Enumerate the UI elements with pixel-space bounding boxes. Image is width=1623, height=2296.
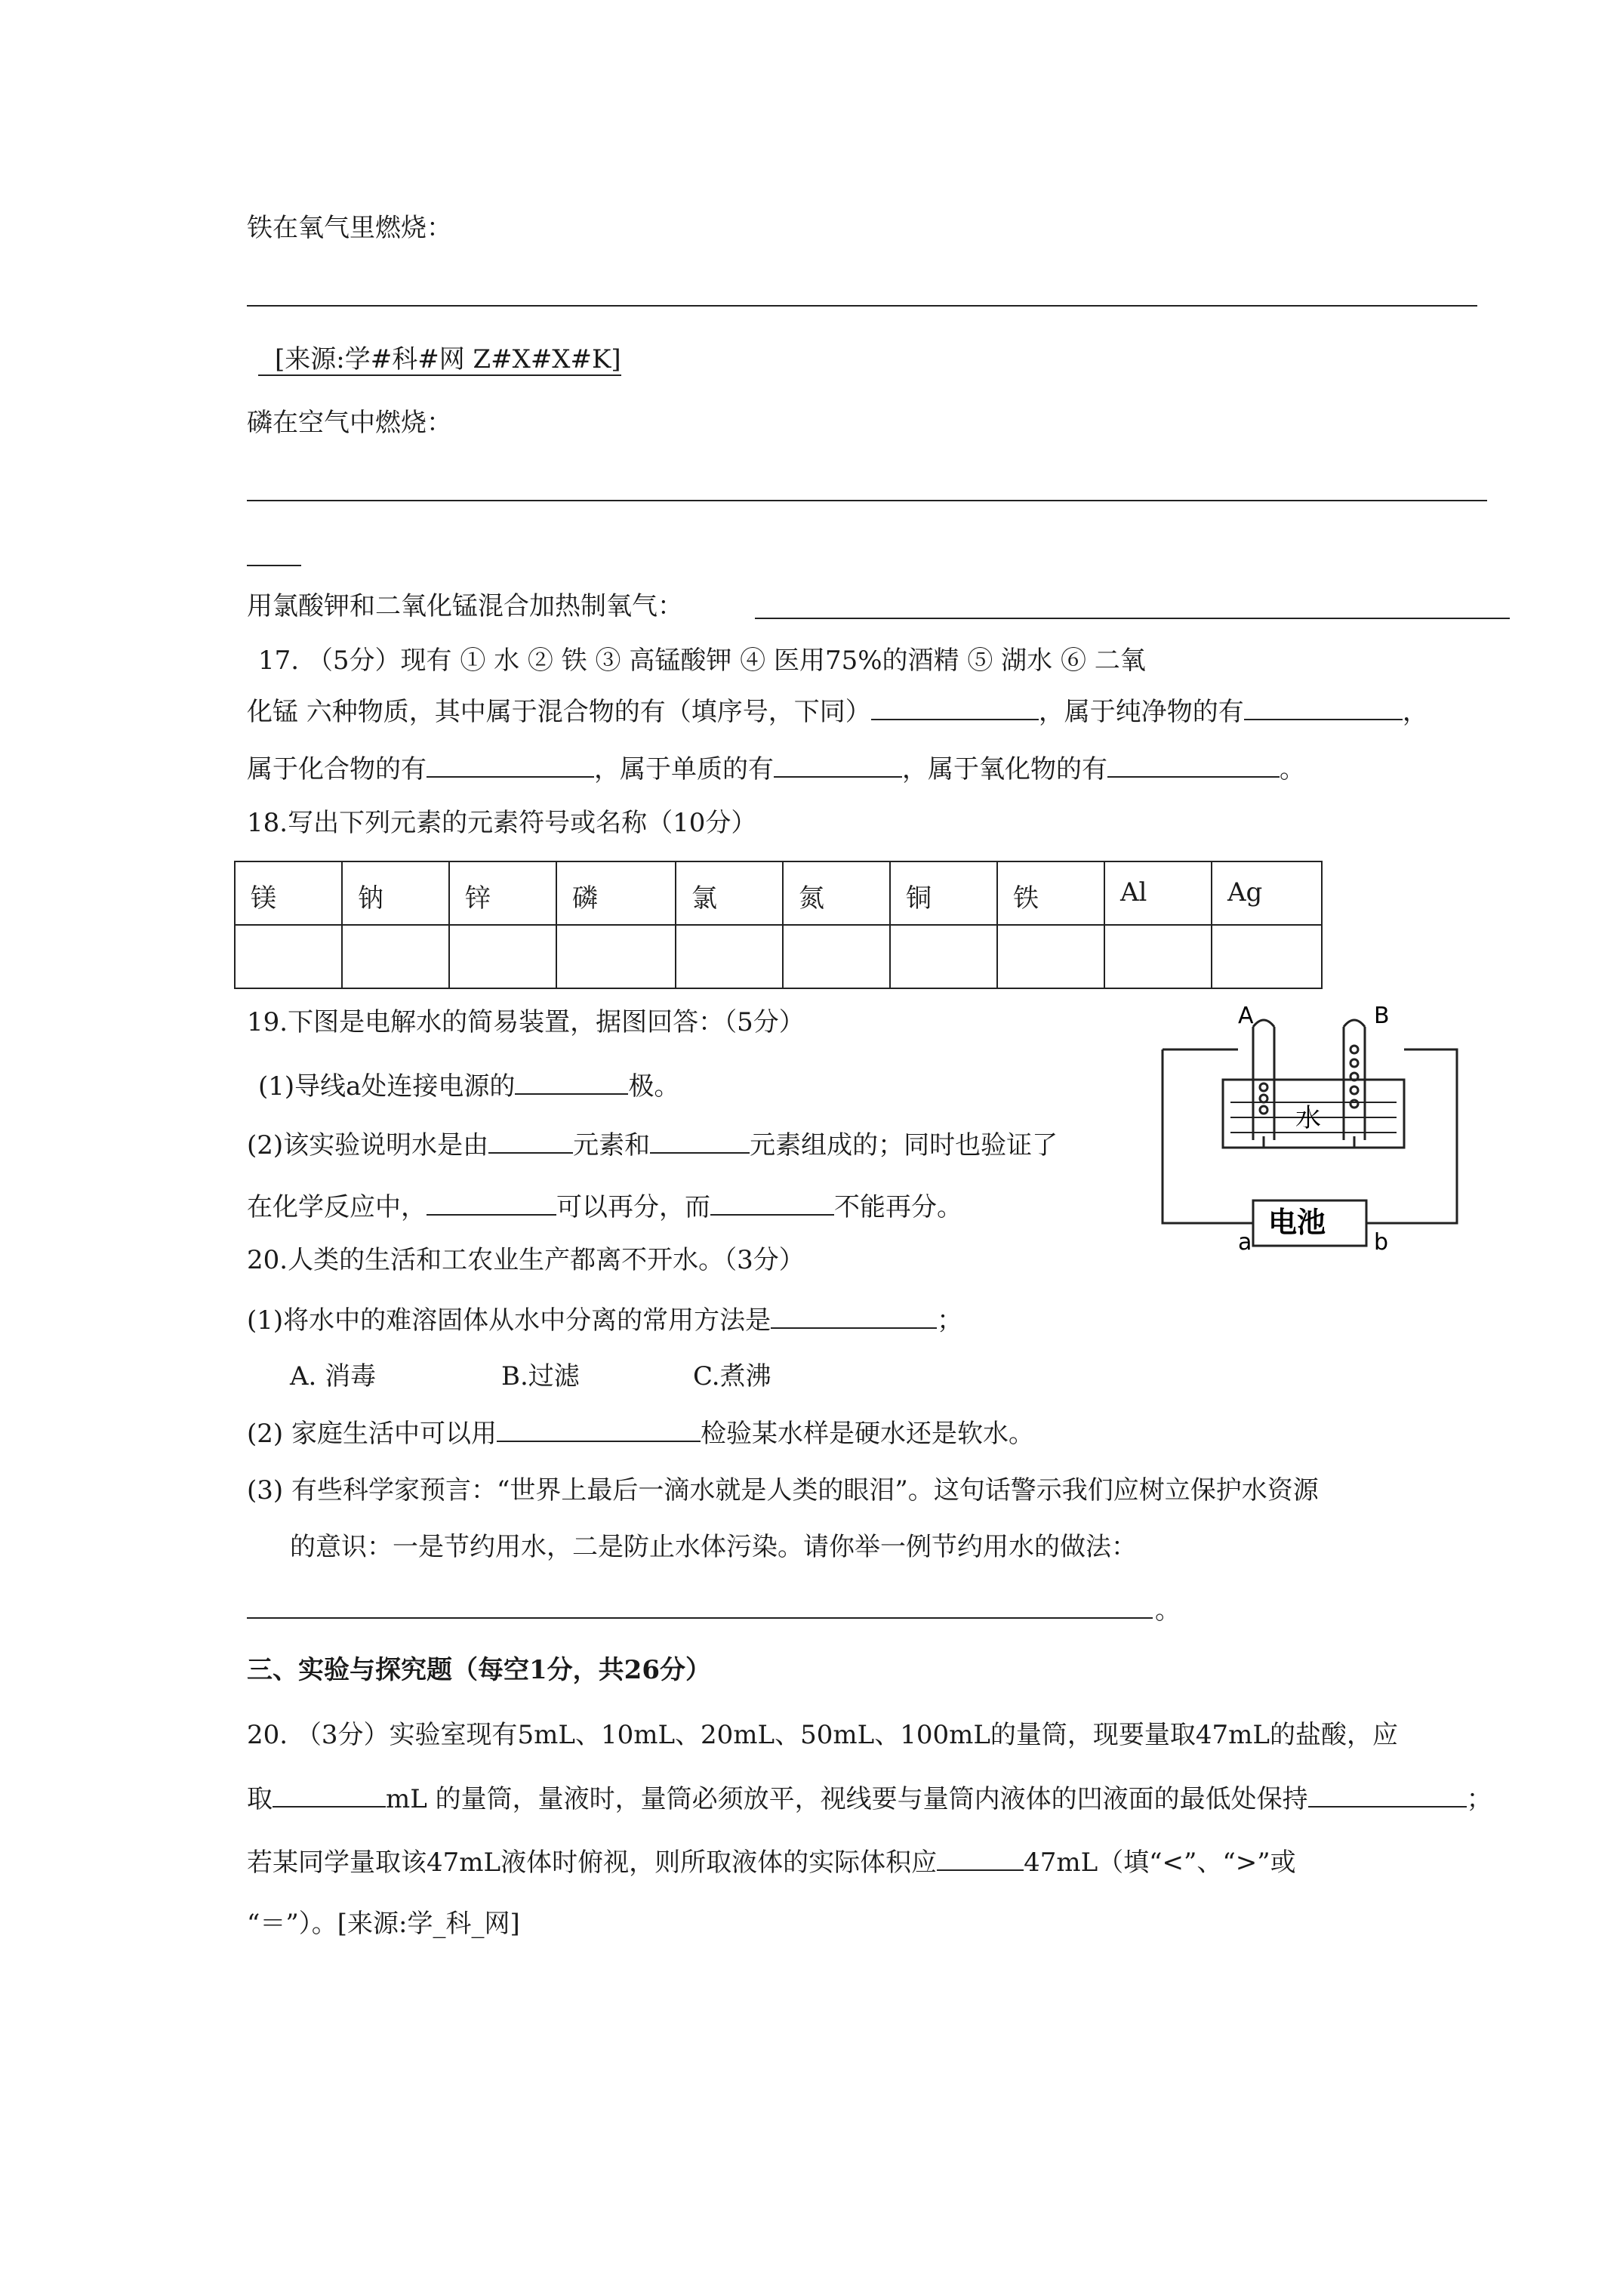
elements-blank[interactable] xyxy=(774,754,902,778)
answer-cell[interactable] xyxy=(676,925,783,988)
q20b-line2 xyxy=(247,1783,1492,1814)
source-note-text: [来源:学#科#网 Z#X#X#K] xyxy=(258,344,621,376)
q20-title: 20.人类的生活和工农业生产都离不开水。（3分） xyxy=(247,1245,805,1275)
element1-blank[interactable] xyxy=(488,1130,573,1154)
q20b-text: mL 的量筒，量液时，量筒必须放平，视线要与量筒内液体的凹液面的最低处保持 xyxy=(386,1784,1308,1814)
element-cell: 磷 xyxy=(556,861,676,925)
wire-a xyxy=(1163,1049,1253,1223)
electrode-blank[interactable] xyxy=(515,1071,628,1095)
answer-line xyxy=(247,305,1477,307)
answer-cell[interactable] xyxy=(997,925,1104,988)
q20b-line4: “＝”）。[来源:学_科_网] xyxy=(247,1909,520,1939)
element-cell: Ag xyxy=(1212,861,1322,925)
comparison-blank[interactable] xyxy=(937,1847,1024,1871)
q17-line3 xyxy=(247,754,1305,784)
q17-text: ，属于单质的有 xyxy=(594,754,774,784)
q20-part2 xyxy=(247,1418,1034,1449)
q19-text: 不能再分。 xyxy=(834,1192,962,1222)
q20b-text: ； xyxy=(1466,1784,1492,1814)
battery-label: 电池 xyxy=(1268,1206,1326,1239)
q20-text: (1)将水中的难溶固体从水中分离的常用方法是 xyxy=(247,1305,771,1336)
compounds-blank[interactable] xyxy=(427,754,594,778)
q19-part2 xyxy=(247,1130,1058,1160)
answer-cell[interactable] xyxy=(1212,925,1322,988)
element-row xyxy=(235,861,1322,925)
answer-line xyxy=(247,1617,1153,1619)
option-a: A. 消毒 xyxy=(290,1361,377,1391)
option-b: B.过滤 xyxy=(501,1361,580,1391)
cylinder-size-blank[interactable] xyxy=(273,1783,386,1808)
answer-cell[interactable] xyxy=(449,925,556,988)
q19-text: (2)该实验说明水是由 xyxy=(247,1130,489,1160)
q17-text: ，属于纯净物的有 xyxy=(1038,697,1244,727)
q17-text: ，属于氧化物的有 xyxy=(902,754,1107,784)
element-cell: 锌 xyxy=(449,861,556,925)
element-cell: 铁 xyxy=(997,861,1104,925)
q17-text: ， xyxy=(1402,697,1428,727)
answer-cell[interactable] xyxy=(235,925,342,988)
tube-b-label: B xyxy=(1374,1004,1390,1029)
answer-cell[interactable] xyxy=(342,925,449,988)
level-blank[interactable] xyxy=(1308,1783,1467,1808)
q17-line2 xyxy=(247,696,1428,727)
pure-substances-blank[interactable] xyxy=(1244,696,1403,720)
answer-cell[interactable] xyxy=(783,925,890,988)
q20-part1 xyxy=(247,1305,962,1336)
q17-line1: 17. （5分）现有 ① 水 ② 铁 ③ 高锰酸钾 ④ 医用75%的酒精 ⑤ 湖水 ⑥ 二氧 xyxy=(258,646,1146,676)
element-cell: Al xyxy=(1104,861,1212,925)
q20-text: 检验某水样是硬水还是软水。 xyxy=(700,1419,1034,1449)
q17-text: 化锰 六种物质，其中属于混合物的有（填序号，下同） xyxy=(247,697,871,727)
element-cell: 铜 xyxy=(890,861,997,925)
answer-row xyxy=(235,925,1322,988)
q19-text: 可以再分，而 xyxy=(556,1192,710,1222)
q18-title: 18.写出下列元素的元素符号或名称（10分） xyxy=(247,808,757,838)
separation-method-blank[interactable] xyxy=(771,1305,937,1329)
answer-line xyxy=(247,500,1487,501)
q19-part3 xyxy=(247,1191,962,1222)
q20-part3-line1: (3) 有些科学家预言：“世界上最后一滴水就是人类的眼泪”。这句话警示我们应树立保护水资源 xyxy=(247,1475,1319,1505)
q17-text: 属于化合物的有 xyxy=(247,754,427,784)
water-label: 水 xyxy=(1295,1103,1321,1133)
source-note xyxy=(258,344,621,374)
kclo3-prompt: 用氯酸钾和二氧化锰混合加热制氧气： xyxy=(247,591,683,621)
element2-blank[interactable] xyxy=(650,1130,750,1154)
q20b-text: 取 xyxy=(247,1784,273,1814)
answer-cell[interactable] xyxy=(890,925,997,988)
atom-blank[interactable] xyxy=(710,1191,834,1216)
element-table xyxy=(234,861,1323,989)
q20-part3-line2: 的意识：一是节约用水，二是防止水体污染。请你举一例节约用水的做法： xyxy=(290,1532,1137,1562)
q19-text: (1)导线a处连接电源的 xyxy=(258,1071,516,1102)
electrolysis-diagram xyxy=(1155,1004,1472,1253)
molecule-blank[interactable] xyxy=(427,1191,556,1216)
q20b-line3 xyxy=(247,1847,1296,1878)
mixtures-blank[interactable] xyxy=(871,696,1039,720)
q20-part3-end: 。 xyxy=(1155,1595,1181,1626)
q19-text: 元素组成的；同时也验证了 xyxy=(750,1130,1058,1160)
element-cell: 氮 xyxy=(783,861,890,925)
answer-cell[interactable] xyxy=(1104,925,1212,988)
q20-text: (2) 家庭生活中可以用 xyxy=(247,1419,497,1449)
oxides-blank[interactable] xyxy=(1107,754,1280,778)
q20b-text: 若某同学量取该47mL液体时俯视，则所取液体的实际体积应 xyxy=(247,1848,938,1878)
iron-combustion-prompt: 铁在氧气里燃烧： xyxy=(247,213,452,243)
answer-cell[interactable] xyxy=(556,925,676,988)
q17-text: 。 xyxy=(1280,754,1305,784)
q19-title: 19.下图是电解水的简易装置，据图回答：（5分） xyxy=(247,1007,805,1037)
hard-water-test-blank[interactable] xyxy=(497,1418,701,1442)
section-3-title: 三、实验与探究题（每空1分，共26分） xyxy=(247,1655,711,1685)
q19-text: 在化学反应中， xyxy=(247,1192,427,1222)
element-cell: 钠 xyxy=(342,861,449,925)
wire-a-label: a xyxy=(1238,1229,1252,1253)
tube-a-label: A xyxy=(1238,1004,1254,1029)
q19-part1 xyxy=(258,1071,679,1102)
wire-b-label: b xyxy=(1374,1229,1389,1253)
option-c: C.煮沸 xyxy=(693,1361,771,1391)
element-cell: 镁 xyxy=(235,861,342,925)
element-cell: 氯 xyxy=(676,861,783,925)
q20-text: ； xyxy=(937,1305,963,1336)
answer-line-tail xyxy=(247,565,301,566)
wire-b xyxy=(1366,1049,1457,1223)
q20b-text: 47mL（填“<”、“>”或 xyxy=(1024,1848,1296,1878)
q19-text: 极。 xyxy=(628,1071,680,1102)
phosphorus-combustion-prompt: 磷在空气中燃烧： xyxy=(247,408,452,438)
q19-text: 元素和 xyxy=(573,1130,651,1160)
answer-line xyxy=(755,618,1510,619)
q20b-line1: 20. （3分）实验室现有5mL、10mL、20mL、50mL、100mL的量筒，现要量取47mL的盐酸，应 xyxy=(247,1720,1399,1750)
